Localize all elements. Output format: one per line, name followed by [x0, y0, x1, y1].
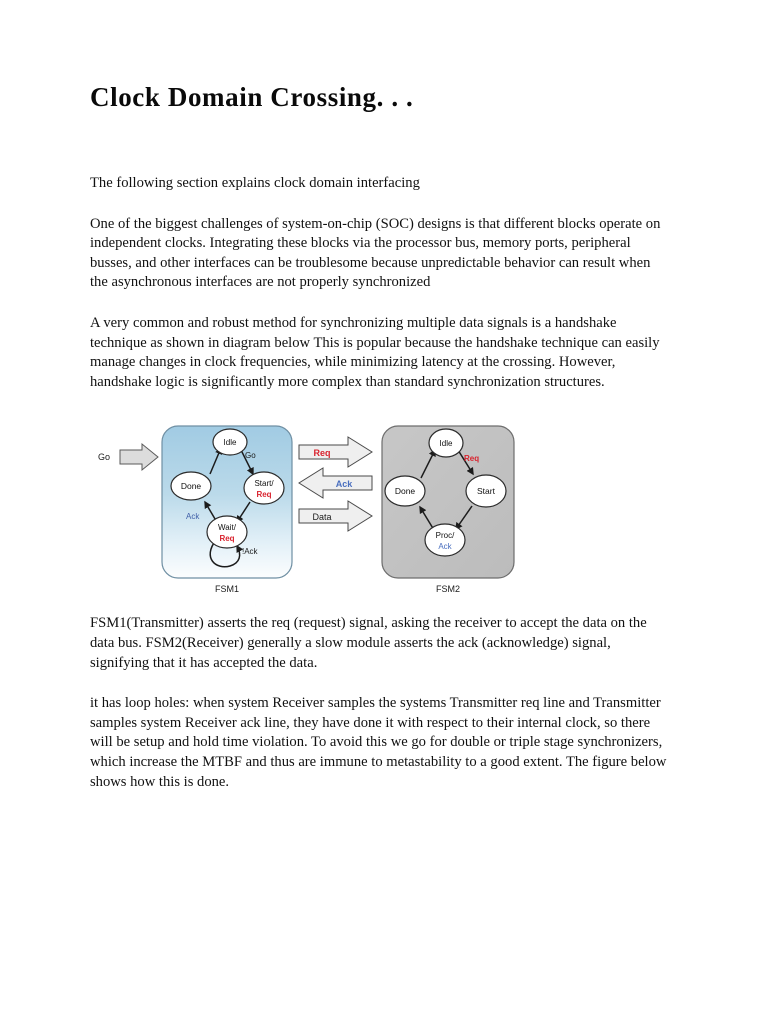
- fsm2-state-proc-ack: [425, 524, 465, 556]
- fsm2-state-idle: [429, 429, 463, 457]
- spacer: [90, 673, 668, 694]
- fsm1-state-done: [171, 472, 211, 500]
- fsm1-block: [162, 426, 292, 594]
- fsm1-state-done-label: Done: [180, 481, 202, 492]
- handshake-fsm-figure: [90, 412, 668, 598]
- fsm1-state-wait-label: Wait/: [218, 523, 236, 533]
- fsm2-caption: FSM2: [435, 584, 461, 595]
- fsm2-state-start-label: Start: [477, 486, 495, 497]
- bus-arrow-ack-label: Ack: [335, 479, 353, 490]
- fsm1-state-wait-req-label: Req: [219, 534, 235, 544]
- fsm1-state-start-label: Start/: [254, 479, 274, 489]
- paragraph-fsm-roles: FSM1(Transmitter) asserts the req (request) signal, asking the receiver to accept the data on the data bus. FSM2(Receiver) generally a slow module asserts the ack (acknowledge) signal, signifying that it has accepted the data.: [90, 615, 647, 671]
- fsm1-state-start-req-label: Req: [256, 490, 272, 500]
- fsm2-state-proc-label: Proc/: [435, 531, 455, 541]
- fsm2-state-done-label: Done: [394, 486, 416, 497]
- fsm1-transition-ack-label: Ack: [186, 512, 200, 522]
- fsm1-transition-go-label: Go: [245, 451, 256, 461]
- spacer: [90, 598, 668, 614]
- fsm2-state-proc-ack-label: Ack: [438, 542, 452, 552]
- bus-arrow-data-label: Data: [312, 512, 332, 523]
- fsm2-state-idle-label: Idle: [439, 439, 453, 449]
- page-title: Clock Domain Crossing. . .: [90, 82, 414, 112]
- spacer: [90, 114, 668, 174]
- fsm1-transition-not-ack-label: !Ack: [242, 547, 258, 557]
- go-input-arrow: [120, 444, 158, 470]
- paragraph-handshake: A very common and robust method for synchronizing multiple data signals is a handshake technique as shown in diagram below This is popular because the handshake technique can easily manage changes in clock frequencies, while minimizing latency at the crossing. However, handshake logic is significantly more complex than standard synchronization structures.: [90, 314, 660, 390]
- bus-arrow-req: [299, 437, 372, 467]
- fsm2-transition-req-label: Req: [464, 454, 480, 464]
- fsm1-state-idle: [213, 429, 247, 455]
- fsm2-state-start: [466, 475, 506, 507]
- fsm-diagram-svg: [90, 412, 668, 598]
- fsm1-state-idle-label: Idle: [223, 438, 237, 448]
- document-content: [90, 80, 668, 792]
- paragraph-loop-holes: it has loop holes: when system Receiver samples the systems Transmitter req line and Transmitter samples system Receiver ack line, they have done it with respect to their internal clock, so there will be setup and hold time violation. To avoid this we go for double or triple stage synchronizers, which increase the MTBF and thus are immune to metastability to a good extent. The figure below shows how this is done.: [90, 695, 667, 790]
- paragraph-soc-challenges: One of the biggest challenges of system-on-chip (SOC) designs is that different blocks operate on independent clocks. Integrating these blocks via the processor bus, memory ports, peripheral busses, and other interfaces can be troublesome because unpredictable behavior can result when the asynchronous interfaces are not properly synchronized: [90, 215, 661, 291]
- bus-arrow-ack: [299, 468, 372, 498]
- bus-arrow-req-label: Req: [313, 448, 331, 459]
- fsm2-state-done: [385, 476, 425, 506]
- fsm1-state-start-req: [244, 472, 284, 504]
- fsm2-block: [382, 426, 514, 594]
- fsm1-state-wait-req: [207, 516, 247, 548]
- spacer: [90, 194, 668, 215]
- spacer: [90, 293, 668, 314]
- go-input-label: Go: [98, 452, 111, 463]
- paragraph-intro: The following section explains clock domain interfacing: [90, 175, 420, 191]
- fsm1-caption: FSM1: [214, 584, 240, 595]
- bus-arrow-data: [299, 501, 372, 531]
